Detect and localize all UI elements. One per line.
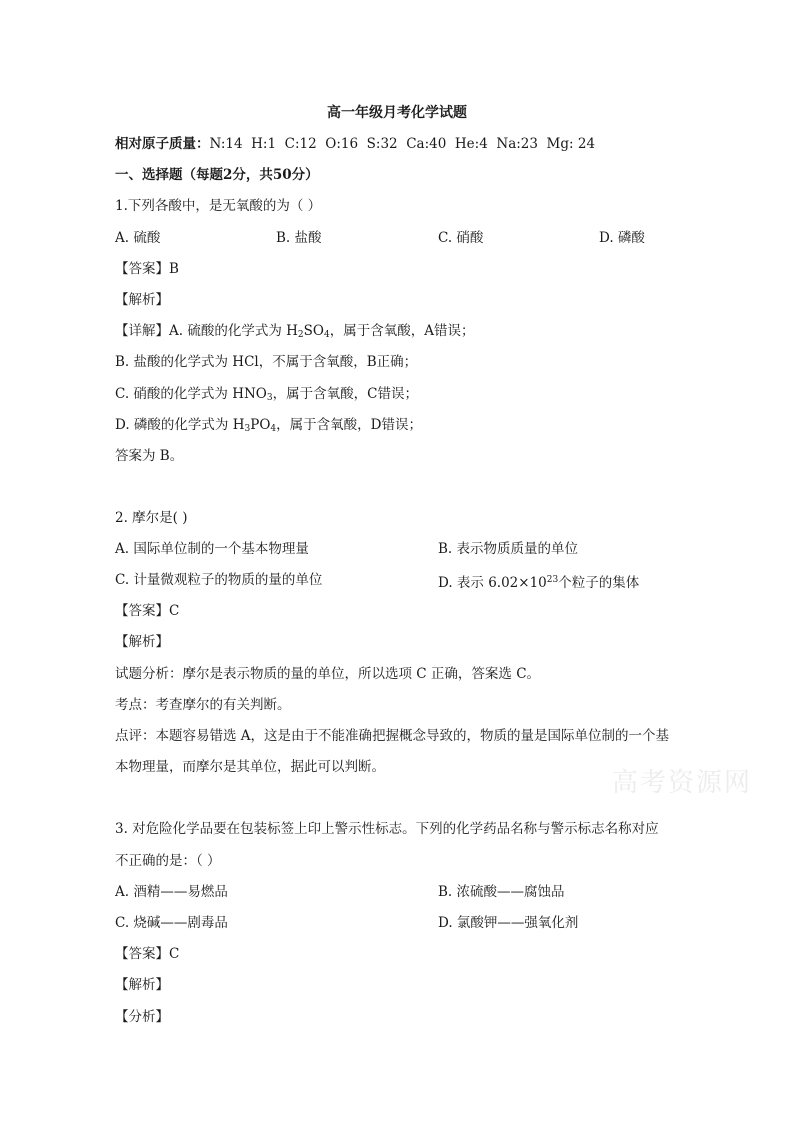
q1-detail-c-tail: ，属于含氧酸，C错误； [272, 386, 418, 402]
q1-detail-a-text: 【详解】A. 硫酸的化学式为 H [115, 323, 298, 339]
q2-option-c: C. 计量微观粒子的物质的量的单位 [115, 572, 323, 588]
atomic-mass-label: 相对原子质量： [115, 136, 210, 152]
q3-stem-line2: 不正确的是：（ ） [115, 853, 221, 869]
q1-analysis-label: 【解析】 [115, 292, 169, 308]
q3-stem-line1: 3. 对危险化学品要在包装标签上印上警示性标志。下列的化学药品名称与警示标志名称对应 [115, 821, 659, 837]
atomic-mass-line [115, 135, 595, 153]
q3-fenxi-label: 【分析】 [115, 1009, 169, 1025]
section-heading: 一、选择题（每题2分，共50分） [115, 167, 319, 183]
q3-option-d: D. 氯酸钾——强氧化剂 [438, 915, 579, 931]
q1-detail-a-tail: ，属于含氧酸，A错误； [329, 323, 475, 339]
q2-analysis-label: 【解析】 [115, 634, 169, 650]
q1-detail-c-text: C. 硝酸的化学式为 HNO [115, 386, 267, 402]
q2-answer: 【答案】C [115, 603, 180, 619]
q1-detail-d-tail: ，属于含氧酸，D错误； [276, 417, 422, 433]
q2-option-d-text: D. 表示 6.02×10 [438, 575, 547, 591]
q1-stem: 1.下列各酸中，是无氧酸的为（ ） [115, 198, 322, 214]
q1-detail-b: B. 盐酸的化学式为 HCl，不属于含氧酸，B正确； [115, 354, 418, 370]
q1-detail-a-sub2: 4 [323, 330, 330, 340]
q1-option-c: C. 硝酸 [438, 230, 484, 246]
watermark-logo: 高考资源网 [612, 768, 753, 798]
q1-option-d: D. 磷酸 [599, 230, 645, 246]
q1-detail-d-sub1: 3 [244, 424, 251, 434]
q1-answer: 【答案】B [115, 261, 179, 277]
q2-option-a: A. 国际单位制的一个基本物理量 [115, 541, 309, 557]
q3-option-c: C. 烧碱——剧毒品 [115, 915, 228, 931]
q2-option-b: B. 表示物质质量的单位 [438, 541, 579, 557]
q1-detail-d-text: D. 磷酸的化学式为 H [115, 417, 245, 433]
q2-option-d-tail: 个粒子的集体 [558, 575, 640, 591]
q1-detail-a-mid: SO [303, 323, 324, 339]
q1-option-a: A. 硫酸 [115, 230, 161, 246]
q2-stem: 2. 摩尔是( ) [115, 510, 188, 526]
q1-detail-a-sub1: 2 [297, 330, 304, 340]
q1-detail-c [115, 385, 418, 407]
q1-detail-a [115, 322, 474, 344]
q1-detail-d-sub2: 4 [270, 424, 277, 434]
page-title: 高一年级月考化学试题 [327, 105, 467, 121]
q2-shiti: 试题分析：摩尔是表示物质的量的单位，所以选项 C 正确，答案选 C。 [115, 666, 541, 682]
q2-option-d-exponent: 23 [546, 575, 559, 585]
q2-kaodian: 考点：考查摩尔的有关判断。 [115, 697, 291, 713]
q1-conclusion: 答案为 B。 [115, 448, 184, 464]
q1-option-b: B. 盐酸 [276, 230, 322, 246]
q1-detail-d-mid: PO [250, 417, 271, 433]
atomic-mass-values: N:14 H:1 C:12 O:16 S:32 Ca:40 He:4 Na:23 Mg: 24 [209, 136, 596, 152]
q1-detail-d [115, 416, 422, 438]
q2-option-d [438, 571, 639, 592]
q3-answer: 【答案】C [115, 946, 180, 962]
q3-option-b: B. 浓硫酸——腐蚀品 [438, 884, 565, 900]
q3-analysis-label: 【解析】 [115, 977, 169, 993]
q3-option-a: A. 酒精——易燃品 [115, 884, 228, 900]
q1-detail-c-sub1: 3 [266, 393, 273, 403]
q2-dianping-line1: 点评：本题容易错选 A，这是由于不能准确把握概念导致的，物质的量是国际单位制的一个基 [115, 728, 670, 744]
q2-dianping-line2: 本物理量，而摩尔是其单位，据此可以判断。 [115, 759, 385, 775]
